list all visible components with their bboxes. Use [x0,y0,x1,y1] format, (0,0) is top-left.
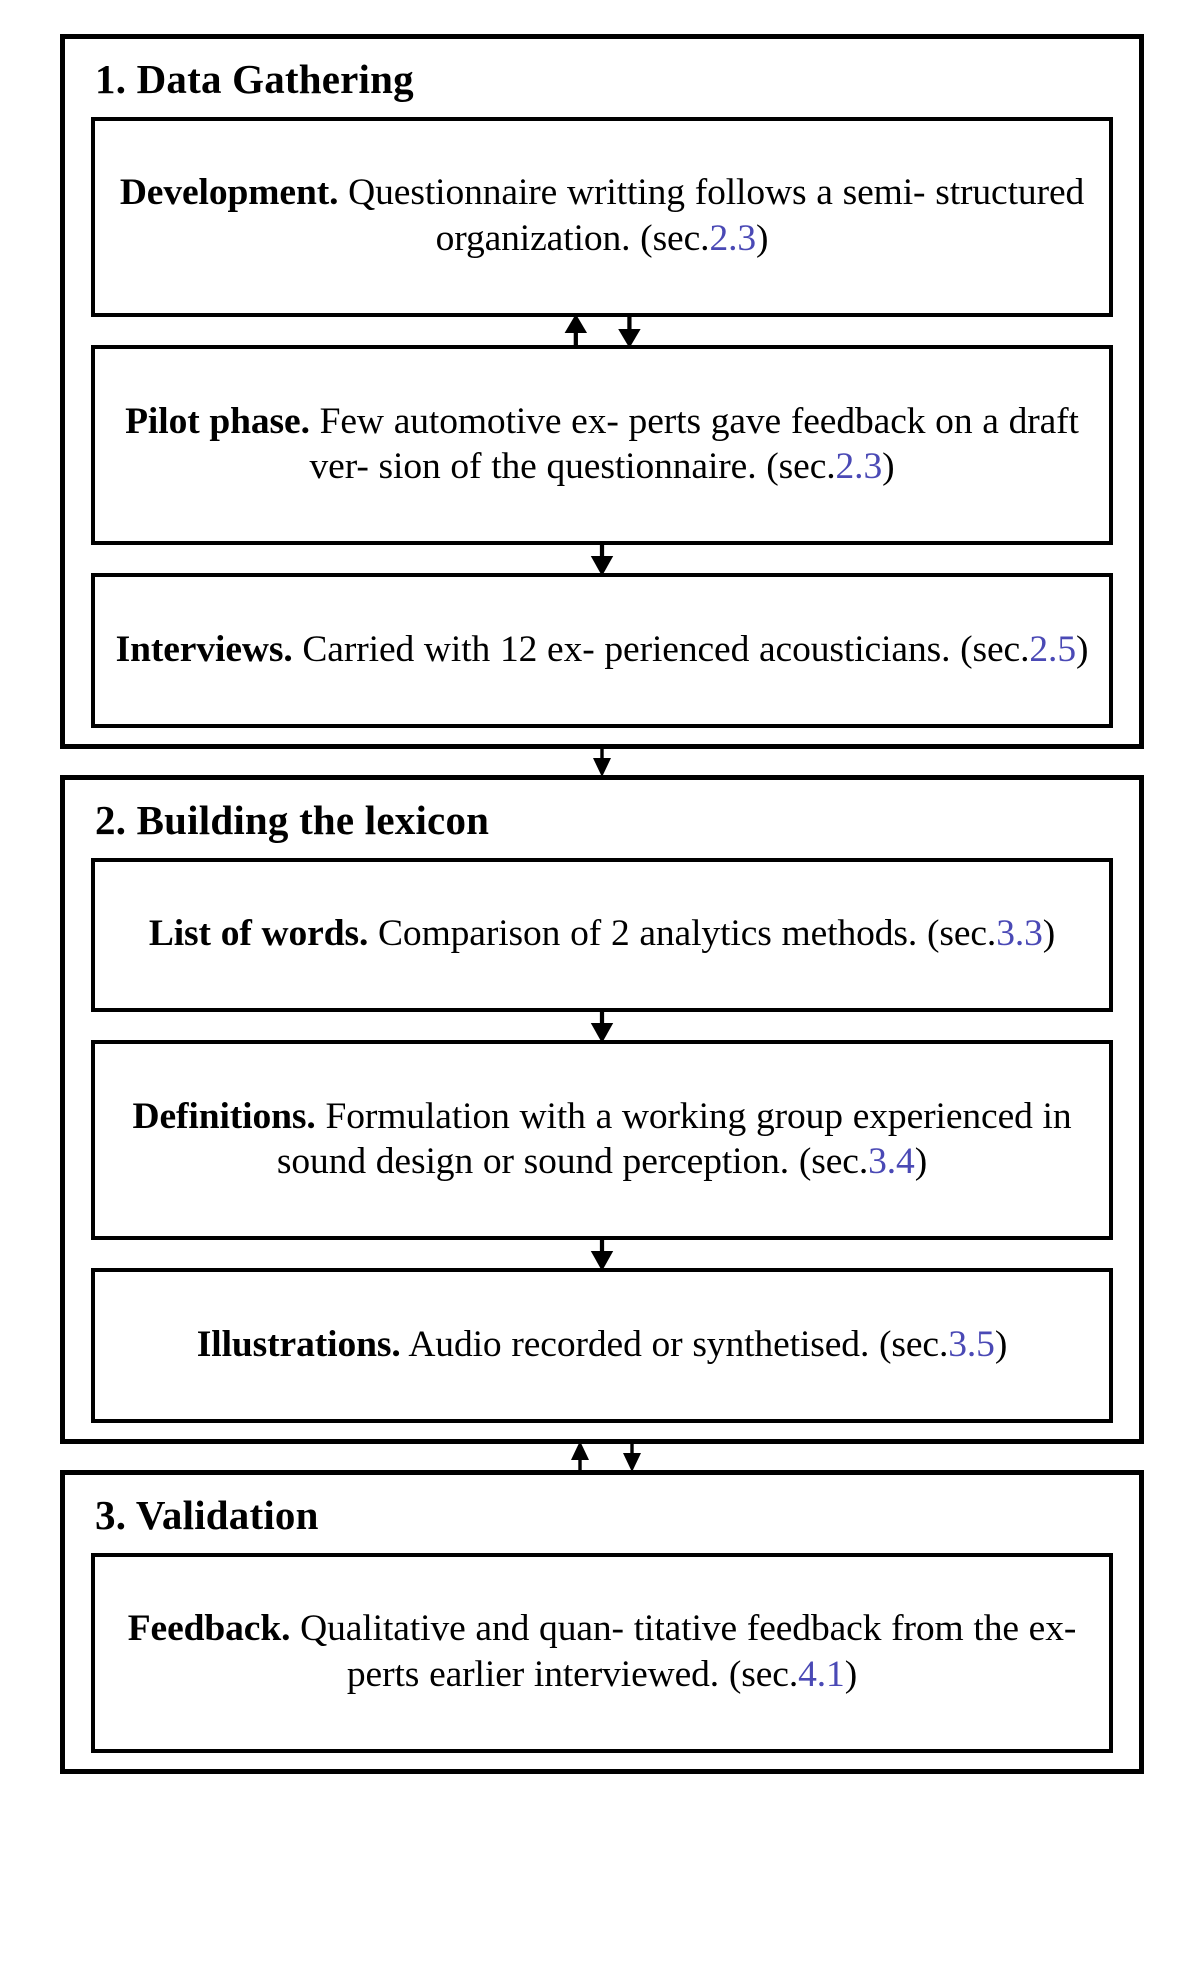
step-development-text [111,170,1093,261]
step-illustrations-text [111,1322,1093,1368]
step-pilot-phase-close-paren: ) [882,446,895,488]
step-feedback-close-paren: ) [844,1653,858,1695]
step-definitions-line2: working group experienced in sound [276,1095,1072,1183]
step-pilot-phase-text [111,399,1093,490]
step-interviews [91,573,1113,728]
stage-data-gathering [60,34,1144,749]
connector-stage1-stage2-down [60,749,1144,775]
connector-definitions-illustrations-down [91,1240,1113,1268]
step-feedback-line2: titative feedback from the ex- [633,1608,1077,1650]
step-list-of-words-text [111,911,1093,957]
step-definitions [91,1040,1113,1240]
step-development-lead: Development. [119,172,339,214]
arrow-down-illustrations [591,1236,613,1271]
step-definitions-close-paren: ) [914,1141,928,1183]
step-illustrations-line2: or synthetised. (sec. [651,1323,949,1365]
stage-title-validation: 3. Validation [95,1491,319,1538]
section-reference-3-5-illustrations[interactable]: 3.5 [948,1323,995,1365]
stage-title-building-the-lexicon: 2. Building the lexicon [95,796,490,843]
step-feedback-lead: Feedback. [127,1608,291,1650]
step-feedback [91,1553,1113,1753]
step-definitions-line1: Formulation with a [315,1095,613,1137]
step-definitions-text [111,1094,1093,1185]
section-reference-4-1-feedback[interactable]: 4.1 [798,1653,845,1695]
step-pilot-phase-line2: perts gave feedback on a draft ver- [309,400,1079,488]
step-illustrations [91,1268,1113,1423]
arrow-down-stage2 [593,746,611,777]
connector-stage2-stage3-bidirectional [60,1444,1144,1470]
step-definitions-line3: design or sound perception. (sec. [375,1141,869,1183]
step-illustrations-lead: Illustrations. [196,1323,401,1365]
section-reference-3-3-list-of-words[interactable]: 3.3 [996,913,1043,955]
section-reference-2-3-development[interactable]: 2.3 [709,217,757,259]
arrow-down-stage3 [623,1441,641,1472]
step-feedback-line1: Qualitative and quan- [290,1608,624,1650]
step-list-of-words [91,858,1113,1013]
stage-validation [60,1470,1144,1774]
step-development-close-paren: ) [756,217,769,259]
step-interviews-line1: Carried with 12 ex- [292,628,595,670]
step-pilot-phase-lead: Pilot phase. [125,400,310,442]
step-definitions-lead: Definitions. [132,1095,316,1137]
arrow-up-development [565,314,587,347]
step-list-of-words-line1: Comparison of [368,913,602,955]
step-list-of-words-close-paren: ) [1042,913,1056,955]
stage-building-the-lexicon [60,775,1144,1444]
section-reference-2-5-interviews[interactable]: 2.5 [1029,628,1076,670]
step-pilot-phase-line3: sion of the questionnaire. (sec. [378,446,836,488]
step-development [91,117,1113,317]
step-feedback-line3: perts earlier interviewed. (sec. [346,1653,799,1695]
step-pilot-phase-line1: Few automotive ex- [309,400,619,442]
connector-pilot-interviews-down [91,545,1113,573]
step-development-line2: writting follows a semi- [566,172,926,214]
arrow-down-interviews [591,541,613,576]
step-list-of-words-lead: List of words. [148,913,369,955]
step-interviews-text [111,627,1093,673]
step-interviews-close-paren: ) [1075,628,1089,670]
step-pilot-phase [91,345,1113,545]
step-interviews-line2: perienced acousticians. (sec. [604,628,1030,670]
arrow-up-stage2 [571,1441,589,1472]
section-reference-2-3-pilot[interactable]: 2.3 [835,446,883,488]
section-reference-3-4-definitions[interactable]: 3.4 [868,1141,915,1183]
step-illustrations-line1: Audio recorded [400,1323,642,1365]
step-development-line3: structured organization. (sec. [435,172,1085,259]
arrow-down-definitions [591,1008,613,1043]
connector-development-pilot-bidirectional [91,317,1113,345]
step-illustrations-close-paren: ) [994,1323,1008,1365]
stage-title-data-gathering: 1. Data Gathering [95,56,414,102]
arrow-down-pilot [618,315,640,348]
connector-words-definitions-down [91,1012,1113,1040]
step-interviews-lead: Interviews. [115,628,293,670]
step-development-line1: Questionnaire [338,172,558,214]
step-feedback-text [111,1606,1093,1697]
step-list-of-words-line2: 2 analytics methods. (sec. [610,913,997,955]
